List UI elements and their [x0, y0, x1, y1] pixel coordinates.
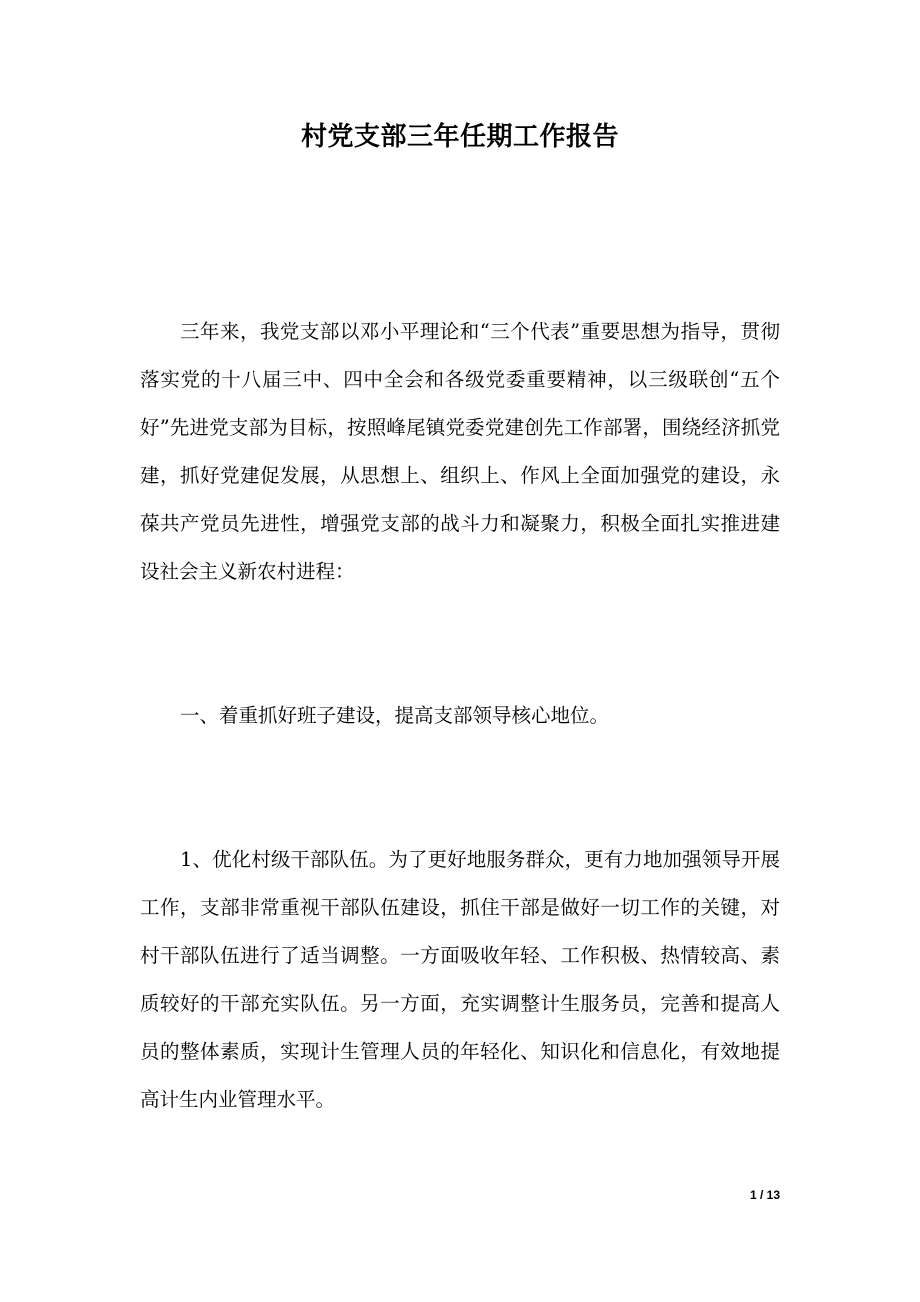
- item-paragraph: 1、优化村级干部队伍。为了更好地服务群众，更有力地加强领导开展工作，支部非常重视干部队伍建设，抓住干部是做好一切工作的关键，对村干部队伍进行了适当调整。一方面吸收年轻、工作积极、热情较高、素质较好的干部充实队伍。另一方面，充实调整计生服务员，完善和提高人员的整体素质，实现计生管理人员的年轻化、知识化和信息化，有效地提高计生内业管理水平。: [140, 848, 780, 1111]
- page-number: 1 / 13: [749, 1188, 780, 1202]
- section-heading: 一、着重抓好班子建设，提高支部领导核心地位。: [180, 704, 610, 727]
- page-title: 村党支部三年任期工作报告: [300, 122, 619, 152]
- intro-paragraph: 三年来，我党支部以邓小平理论和“三个代表”重要思想为指导，贯彻落实党的十八届三中、四中全会和各级党委重要精神，以三级联创“五个好”先进党支部为目标，按照峰尾镇党委党建创先工作部署，围绕经济抓党建，抓好党建促发展，从思想上、组织上、作风上全面加强党的建设，永葆共产党员先进性，增强党支部的战斗力和凝聚力，积极全面扎实推进建设社会主义新农村进程：: [140, 320, 780, 583]
